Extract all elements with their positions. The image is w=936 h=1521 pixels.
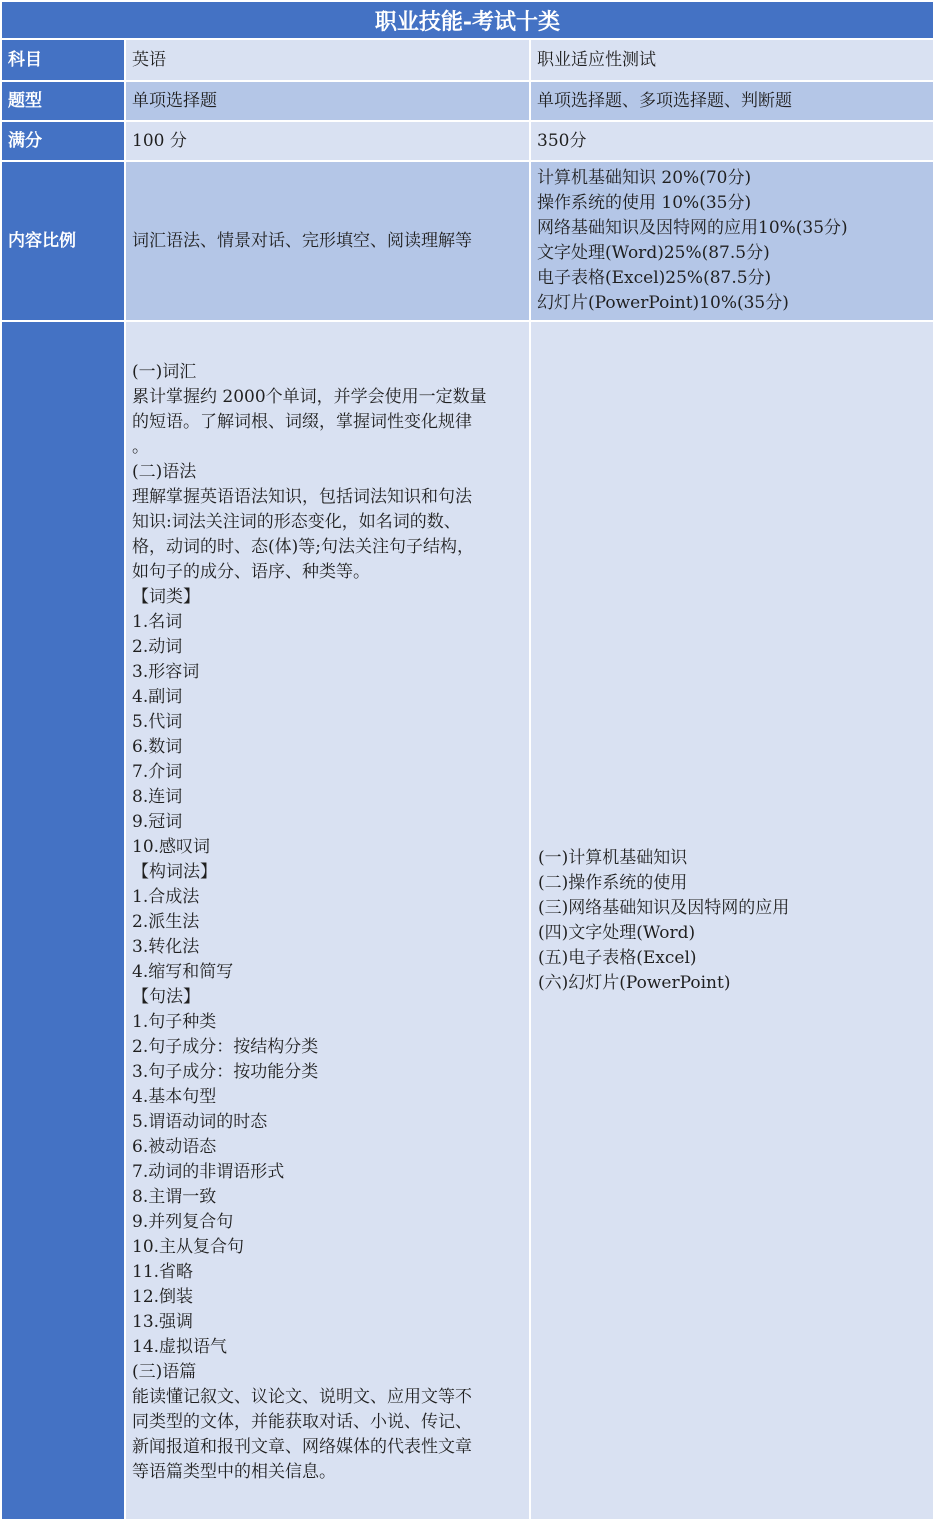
outline-line: 新闻报道和报刊文章、网络媒体的代表性文章	[132, 1437, 472, 1457]
row-label-content-ratio: 内容比例	[1, 161, 125, 321]
outline-line: 1.名词	[132, 612, 183, 632]
english-content-ratio: 词汇语法、情景对话、完形填空、阅读理解等	[125, 161, 530, 321]
outline-line: 4.基本句型	[132, 1087, 217, 1107]
outline-line: 6.数词	[132, 737, 183, 757]
row-label-content	[1, 321, 125, 1520]
outline-line: 10.主从复合句	[132, 1237, 245, 1257]
outline-line: (六)幻灯片(PowerPoint)	[538, 972, 731, 993]
outline-line: (四)文字处理(Word)	[538, 922, 696, 943]
outline-line: (二)操作系统的使用	[538, 872, 688, 893]
outline-line: 3.句子成分：按功能分类	[132, 1062, 319, 1082]
computer-content-outline	[530, 321, 934, 1520]
outline-line: 累计掌握约 2000个单词，并学会使用一定数量	[132, 387, 487, 407]
outline-line: (二)语法	[132, 462, 197, 482]
row-label-subject: 科目	[1, 39, 125, 81]
outline-line: (一)计算机基础知识	[538, 847, 688, 868]
outline-line: 14.虚拟语气	[132, 1337, 228, 1357]
outline-line: 2.派生法	[132, 912, 200, 932]
english-content-outline	[125, 321, 530, 1520]
outline-line: 3.形容词	[132, 662, 200, 682]
outline-line: 1.句子种类	[132, 1012, 217, 1032]
outline-line: 文字处理(Word)25%(87.5分)	[537, 243, 770, 263]
outline-line: 电子表格(Excel)25%(87.5分)	[537, 268, 772, 288]
outline-line: 5.代词	[132, 712, 183, 732]
outline-line: 同类型的文体，并能获取对话、小说、传记、	[132, 1412, 472, 1432]
outline-line: 格，动词的时、态(体)等;句法关注句子结构，	[132, 537, 474, 557]
outline-line: 的短语。了解词根、词缀，掌握词性变化规律	[132, 412, 472, 432]
computer-question-type: 单项选择题、多项选择题、判断题	[530, 81, 934, 121]
outline-line: 9.并列复合句	[132, 1212, 234, 1232]
outline-line: 5.谓语动词的时态	[132, 1112, 268, 1132]
english-question-type: 单项选择题	[125, 81, 530, 121]
outline-line: (一)词汇	[132, 362, 197, 382]
outline-line: 7.介词	[132, 762, 183, 782]
english-subject: 英语	[125, 39, 530, 81]
outline-line: 4.副词	[132, 687, 183, 707]
outline-line: 网络基础知识及因特网的应用10%(35分)	[537, 218, 848, 238]
outline-line: (五)电子表格(Excel)	[538, 947, 697, 968]
outline-line: 等语篇类型中的相关信息。	[132, 1462, 336, 1482]
outline-line: 10.感叹词	[132, 837, 211, 857]
outline-line: 7.动词的非谓语形式	[132, 1162, 285, 1182]
outline-line: (三)网络基础知识及因特网的应用	[538, 897, 790, 918]
table-title: 职业技能-考试十类	[1, 1, 934, 39]
outline-line: 。	[132, 437, 149, 457]
outline-line: 计算机基础知识 20%(70分)	[537, 168, 752, 188]
outline-line: 知识:词法关注词的形态变化，如名词的数、	[132, 512, 461, 532]
outline-line: 11.省略	[132, 1262, 194, 1282]
outline-line: 如句子的成分、语序、种类等。	[132, 562, 370, 582]
outline-line: 6.被动语态	[132, 1137, 217, 1157]
outline-line: 8.主谓一致	[132, 1187, 217, 1207]
row-label-full-score: 满分	[1, 121, 125, 161]
outline-line: 12.倒装	[132, 1287, 194, 1307]
outline-line: 2.动词	[132, 637, 183, 657]
outline-line: 【词类】	[132, 587, 200, 607]
row-label-question-type: 题型	[1, 81, 125, 121]
outline-line: 理解掌握英语语法知识，包括词法知识和句法	[132, 487, 472, 507]
outline-line: 3.转化法	[132, 937, 200, 957]
computer-subject: 职业适应性测试	[530, 39, 934, 81]
outline-line: 幻灯片(PowerPoint)10%(35分)	[537, 293, 789, 313]
outline-line: 1.合成法	[132, 887, 200, 907]
computer-content-ratio	[530, 161, 934, 321]
outline-line: 2.句子成分：按结构分类	[132, 1037, 319, 1057]
outline-line: 【句法】	[132, 987, 200, 1007]
outline-line: 能读懂记叙文、议论文、说明文、应用文等不	[132, 1387, 472, 1407]
outline-line: 4.缩写和简写	[132, 962, 234, 982]
computer-full-score: 350分	[530, 121, 934, 161]
outline-line: (三)语篇	[132, 1362, 197, 1382]
outline-line: 13.强调	[132, 1312, 194, 1332]
outline-line: 9.冠词	[132, 812, 183, 832]
english-full-score: 100 分	[125, 121, 530, 161]
outline-line: 8.连词	[132, 787, 183, 807]
outline-line: 操作系统的使用 10%(35分)	[537, 193, 752, 213]
outline-line: 【构词法】	[132, 862, 217, 882]
